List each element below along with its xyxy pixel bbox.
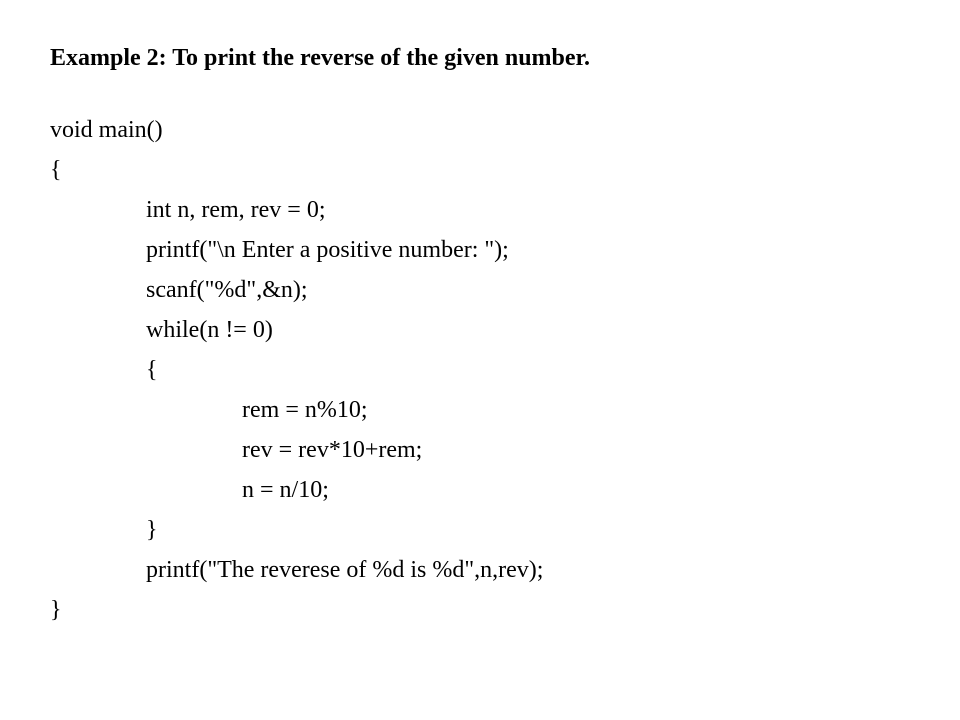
code-line: while(n != 0) — [146, 317, 273, 343]
code-line: { — [50, 157, 62, 183]
code-line: } — [50, 597, 62, 623]
code-line: rev = rev*10+rem; — [242, 437, 423, 463]
code-line: } — [146, 517, 158, 543]
code-line: scanf("%d",&n); — [146, 277, 308, 303]
code-line: { — [146, 357, 158, 383]
code-line: void main() — [50, 117, 163, 143]
slide-title: Example 2: To print the reverse of the given number. — [50, 45, 590, 71]
code-block — [50, 110, 543, 630]
code-line: n = n/10; — [242, 477, 329, 503]
code-line: int n, rem, rev = 0; — [146, 197, 326, 223]
code-line: printf("The reverese of %d is %d",n,rev); — [146, 557, 544, 583]
code-line: printf("\n Enter a positive number: "); — [146, 237, 509, 263]
code-line: rem = n%10; — [242, 397, 368, 423]
